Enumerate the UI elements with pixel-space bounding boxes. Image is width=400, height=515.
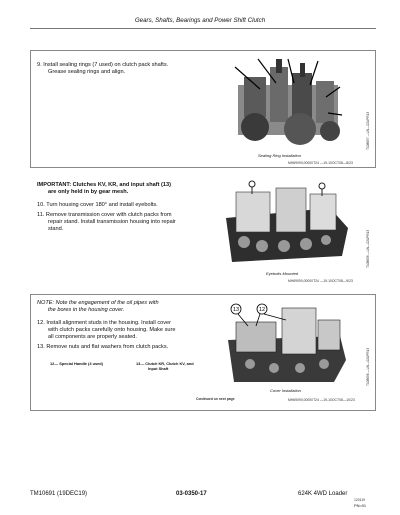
callout-13: 13 [232, 307, 240, 313]
note-text: NOTE: Note the engagement of the oil pipes with [37, 300, 159, 306]
step-12-text: 12. Install alignment studs in the housing. Install cover [37, 320, 172, 326]
cover-installation-illustration [222, 300, 350, 384]
eyebolts-illustration [218, 178, 354, 268]
step-11-text: 11. Remove transmission cover with clutch packs from [37, 212, 172, 218]
footer-page-number: 03-0350-17 [176, 491, 207, 497]
footer-small-code: 120119 [354, 498, 366, 502]
step-12-continuation: with clutch packs carefully onto housing. Make sure [48, 327, 176, 333]
sealing-ring-illustration [230, 57, 350, 152]
step-12-continuation-2: all components are properly seated. [48, 334, 137, 340]
figure-code-1: T108657 —UN—02APR13 [366, 111, 370, 150]
callout-12: 12 [258, 307, 266, 313]
reference-code-3: MH69090,00000T24 —19‐10OCT08—10/23 [288, 398, 355, 402]
step-9-continuation: Grease sealing rings and align. [48, 69, 126, 75]
reference-code-2: MH69090,00000T24 —19‐10OCT08—9/23 [288, 279, 353, 283]
figure-code-3: T108656 —UN—02APR13 [366, 347, 370, 386]
footer-pn: PN=91 [354, 503, 367, 508]
reference-code-1: MH69090,00000T24 —19‐10OCT08—8/23 [288, 161, 353, 165]
important-text: Clutches KV, KR, and input shaft (13) [72, 182, 171, 188]
page-header-title: Gears, Shafts, Bearings and Power Shift Clutch [134, 17, 266, 24]
footer-doc-number: TM10691 (19DEC19) [30, 491, 88, 497]
important-label: IMPORTANT: [37, 182, 72, 188]
step-11-continuation-2: stand. [48, 226, 64, 232]
figure-caption-3: Cover Installation [270, 388, 301, 393]
continued-notice: Continued on next page [196, 397, 235, 401]
step-13-text: 13. Remove nuts and flat washers from clutch packs. [37, 344, 169, 350]
figure-code-2: T108658 —UN—02APR13 [366, 229, 370, 268]
step-11-continuation: repair stand. Install transmission housing into repair [48, 219, 176, 225]
header-rule [30, 28, 376, 29]
figure-caption-2: Eyebolts Mounted [266, 271, 299, 276]
step-10-text: 10. Turn housing cover 180° and install eyebolts. [37, 202, 158, 208]
note-text-continuation: the bores in the housing cover. [48, 307, 125, 313]
legend-item-13: 13— Clutch KR, Clutch KV, and [136, 361, 194, 366]
figure-caption-1: Sealing Ring Installation [258, 153, 301, 158]
footer-model: 624K 4WD Loader [298, 491, 348, 497]
step-9-text: 9. Install sealing rings (7 used) on clutch pack shafts. [37, 62, 169, 68]
legend-item-12: 12— Special Handle (4 used) [50, 361, 103, 366]
important-text-continuation: are only held in by gear mesh. [48, 189, 129, 195]
legend-item-13-continuation: Input Shaft [148, 366, 169, 371]
